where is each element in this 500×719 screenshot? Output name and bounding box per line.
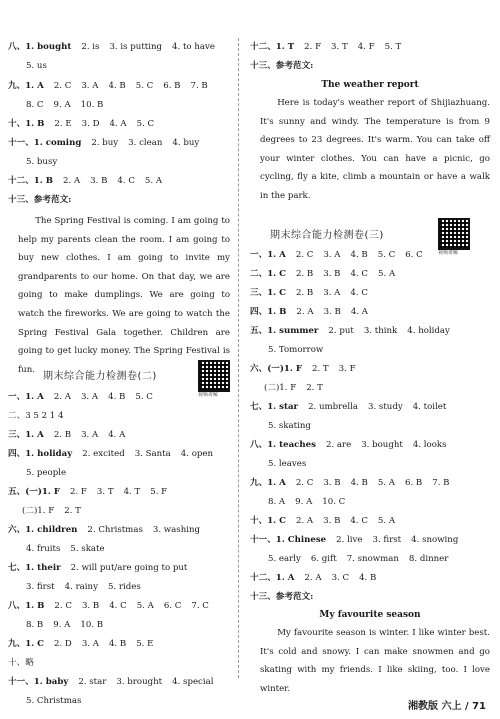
- answer-row-13: 十三、参考范文:: [250, 61, 314, 71]
- exam3-row-13: 十三、参考范文:: [250, 592, 314, 602]
- exam2-row-4-cont: 5. people: [26, 468, 67, 478]
- answer-row-10: 十、1. B 2. E 3. D 4. A 5. C: [8, 119, 155, 129]
- essay-title-season: My favourite season: [319, 610, 421, 620]
- exam2-row-6-cont: 4. fruits 5. skate: [26, 544, 105, 554]
- sample-essay-spring-festival: The Spring Festival is coming. I am going to help my parents clean the room. I am going to buy new clothes. I am going to invite my grandparents to our home. On that day, we are going to make dumplings. We are going to watch the fireworks. We are going to watch the Spring Festival Gala together. Children are going to get lucky money. The Spring Festival is fun.: [18, 216, 230, 375]
- exam2-row-11: 十一、1. baby 2. star 3. brought 4. special: [8, 677, 214, 687]
- exam2-row-5-cont: (二)1. F 2. T: [22, 506, 81, 516]
- answer-row-12: 十二、1. T 2. F 3. T 4. F 5. T: [250, 42, 402, 52]
- exam3-row-8-cont: 5. leaves: [268, 459, 307, 469]
- exam2-row-7-cont: 3. first 4. rainy 5. rides: [26, 582, 141, 592]
- exam2-row-2: 二、3 5 2 1 4: [8, 411, 64, 421]
- exam3-row-6: 六、(一)1. F 2. T 3. F: [250, 364, 356, 374]
- exam3-row-5-cont: 5. Tomorrow: [268, 345, 324, 355]
- exam2-row-8: 八、1. B 2. C 3. B 4. C 5. A 6. C 7. C: [8, 601, 209, 611]
- exam2-row-1: 一、1. A 2. A 3. A 4. B 5. C: [8, 392, 153, 402]
- page-footer: 湘教版 六上 / 71: [407, 701, 486, 712]
- exam3-row-2: 二、1. C 2. B 3. B 4. C 5. A: [250, 269, 396, 279]
- answer-row-8: 八、1. bought 2. is 3. is putting 4. to have: [8, 42, 215, 52]
- qr-code-icon: [198, 360, 230, 392]
- exam3-row-12: 十二、1. A 2. A 3. C 4. B: [250, 573, 377, 583]
- essay-title-weather: The weather report: [321, 80, 419, 90]
- exam2-row-8-cont: 8. B 9. A 10. B: [26, 620, 104, 630]
- section-title-exam-2: 期末综合能力检测卷(二): [43, 371, 157, 382]
- exam3-row-4: 四、1. B 2. A 3. B 4. A: [250, 307, 368, 317]
- exam2-row-9: 九、1. C 2. D 3. A 4. B 5. E: [8, 639, 154, 649]
- exam3-row-1: 一、1. A 2. C 3. A 4. B 5. C 6. C: [250, 250, 423, 260]
- exam2-row-6: 六、1. children 2. Christmas 3. washing: [8, 525, 201, 535]
- answer-row-9: 九、1. A 2. C 3. A 4. B 5. C 6. B 7. B: [8, 81, 208, 91]
- exam3-row-5: 五、1. summer 2. put 3. think 4. holiday: [250, 326, 450, 336]
- sample-essay-season: My favourite season is winter. I like winter best. It's cold and snowy. I can make snowmen and go skating with my friends. I like skiing, too. I love winter.: [260, 628, 490, 694]
- exam2-row-3: 三、1. A 2. B 3. A 4. A: [8, 430, 126, 440]
- answer-row-13: 十三、参考范文:: [8, 195, 72, 205]
- exam3-row-10: 十、1. C 2. A 3. B 4. C 5. A: [250, 516, 396, 526]
- exam3-row-9: 九、1. A 2. C 3. B 4. B 5. A 6. B 7. B: [250, 478, 450, 488]
- exam3-row-3: 三、1. C 2. B 3. A 4. C: [250, 288, 368, 298]
- qr-caption: 视频讲解: [198, 392, 219, 398]
- answer-row-9-cont: 8. C 9. A 10. B: [26, 100, 104, 110]
- exam2-row-4: 四、1. holiday 2. excited 3. Santa 4. open: [8, 449, 213, 459]
- answer-row-11-cont: 5. busy: [26, 157, 58, 167]
- exam3-row-9-cont: 8. A 9. A 10. C: [268, 497, 346, 507]
- exam2-row-5: 五、(一)1. F 2. F 3. T 4. T 5. F: [8, 487, 168, 497]
- exam3-row-11: 十一、1. Chinese 2. live 3. first 4. snowing: [250, 535, 459, 545]
- exam3-row-8: 八、1. teaches 2. are 3. bought 4. looks: [250, 440, 447, 450]
- exam3-row-7: 七、1. star 2. umbrella 3. study 4. toilet: [250, 402, 447, 412]
- exam2-row-7: 七、1. their 2. will put/are going to put: [8, 563, 188, 573]
- exam3-row-6-cont: (二)1. F 2. T: [264, 383, 323, 393]
- exam3-row-11-cont: 5. early 6. gift 7. snowman 8. dinner: [268, 554, 449, 564]
- exam2-row-11-cont: 5. Christmas: [26, 696, 82, 706]
- exam3-row-7-cont: 5. skating: [268, 421, 311, 431]
- answer-row-11: 十一、1. coming 2. buy 3. clean 4. buy: [8, 138, 200, 148]
- sample-essay-weather: Here is today's weather report of Shijiazhuang. It's sunny and windy. The temperature is from 9 degrees to 23 degrees. It's warm. You can take off your winter clothes. You can have a picnic, go cycling, fly a kite, climb a mountain or have a walk in the park.: [260, 98, 490, 201]
- answer-row-8-cont: 5. us: [26, 61, 47, 71]
- answer-row-12: 十二、1. B 2. A 3. B 4. C 5. A: [8, 176, 163, 186]
- section-title-exam-3: 期末综合能力检测卷(三): [270, 230, 384, 241]
- qr-code-icon: [438, 218, 470, 250]
- column-divider: [238, 38, 239, 678]
- exam2-row-10: 十、略: [8, 658, 34, 668]
- qr-caption: 视频讲解: [438, 250, 459, 256]
